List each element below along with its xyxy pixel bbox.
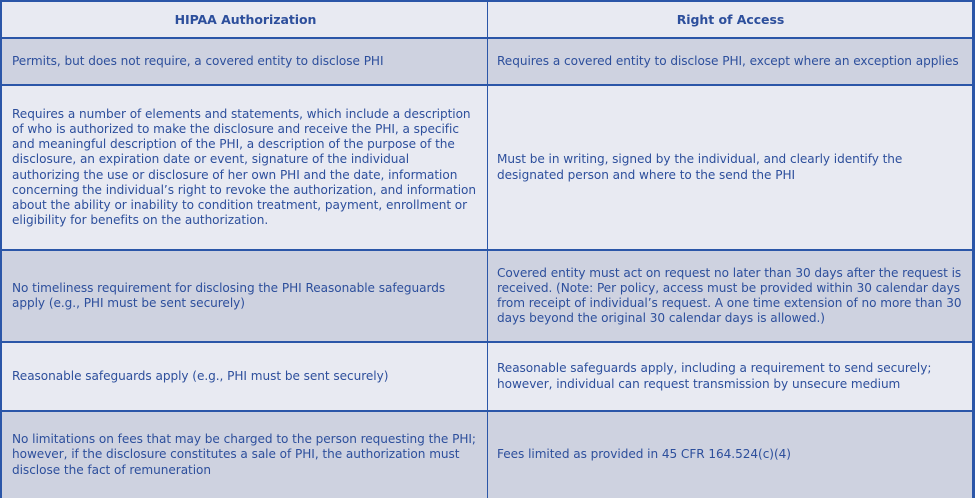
cell-text: Permits, but does not require, a covered entity to disclose PHI bbox=[12, 53, 384, 68]
table-cell-access-row-4 bbox=[488, 343, 972, 412]
table-cell-access-row-2 bbox=[488, 86, 972, 251]
header-hipaa-authorization bbox=[2, 2, 488, 39]
header-right-of-access bbox=[488, 2, 972, 39]
cell-text: Requires a covered entity to disclose PHI, except where an exception applies bbox=[497, 53, 959, 68]
cell-text: Requires a number of elements and statements, which include a description of who is authorized to make the disclosure and receive the PHI, a specific and meaningful description of the PHI, a description of the purpose of the disclosure, an expiration date or event, signature of the individual authorizing the use or disclosure of her own PHI and the date, information concerning the individual’s right to revoke the authorization, and information about the ability or inability to condition treatment, payment, enrollment or eligibility for benefits on the authorization. bbox=[12, 106, 476, 228]
table-cell-hipaa-row-3 bbox=[2, 251, 488, 343]
cell-text: No limitations on fees that may be charged to the person requesting the PHI; however, if the disclosure constitutes a sale of PHI, the authorization must disclose the fact of remuneration bbox=[12, 432, 476, 477]
table-cell-hipaa-row-5 bbox=[2, 412, 488, 498]
table-cell-hipaa-row-2 bbox=[2, 86, 488, 251]
cell-text: Covered entity must act on request no later than 30 days after the request is received. (Note: Per policy, access must be provided within 30 calendar days from receipt of individual’s request. A one time extension of no more than 30 days beyond the original 30 calendar days is allowed.) bbox=[497, 265, 962, 326]
cell-text: Must be in writing, signed by the individual, and clearly identify the designated person and where to the send the PHI bbox=[497, 152, 903, 182]
header-label: Right of Access bbox=[676, 11, 785, 27]
table-cell-hipaa-row-4 bbox=[2, 343, 488, 412]
cell-text: No timeliness requirement for disclosing the PHI Reasonable safeguards apply (e.g., PHI must be sent securely) bbox=[12, 280, 446, 310]
header-label: HIPAA Authorization bbox=[174, 11, 317, 27]
cell-text: Reasonable safeguards apply (e.g., PHI must be sent securely) bbox=[12, 368, 389, 383]
cell-text: Fees limited as provided in 45 CFR 164.524(c)(4) bbox=[497, 447, 791, 462]
table-cell-access-row-3 bbox=[488, 251, 972, 343]
table-cell-hipaa-row-1 bbox=[2, 39, 488, 86]
table-cell-access-row-5 bbox=[488, 412, 972, 498]
table-cell-access-row-1 bbox=[488, 39, 972, 86]
cell-text: Reasonable safeguards apply, including a requirement to send securely; however, individual can request transmission by unsecure medium bbox=[497, 361, 932, 391]
